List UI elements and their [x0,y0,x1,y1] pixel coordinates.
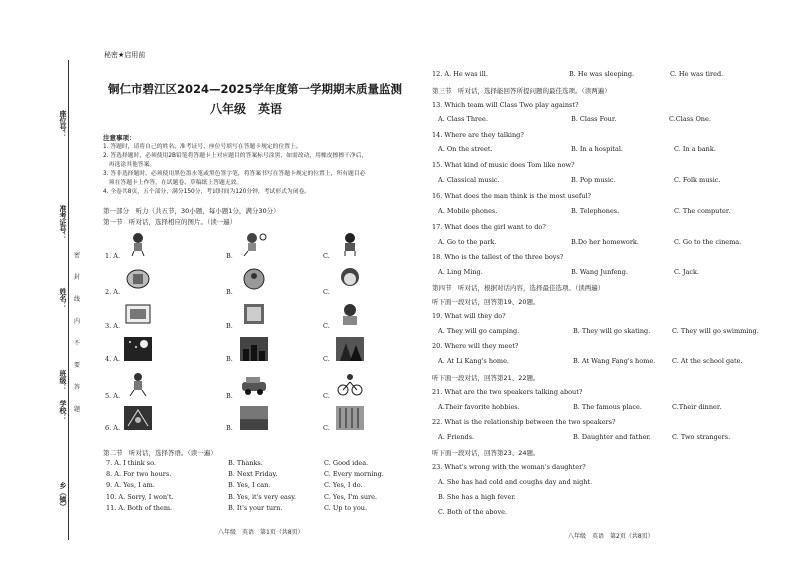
q7-option-b: B. Thanks. [228,459,263,467]
dialogue3-intro: 听下面一段对话，回答第23、24题。 [432,449,540,457]
q21-option-c: C.Their dinner. [672,403,722,411]
picture-3b [240,302,268,326]
q3-label: 3. A. [105,322,121,330]
q17-option-a: A. Go to the park. [438,238,497,246]
picture-1c [336,232,364,256]
picture-1a [124,232,152,256]
label-exam-number: 准考证号： [59,205,67,240]
notes-item: 1. 答题时，请将自己的姓名、准考证号、座位号填写在答题卡规定的位置上。 [103,144,302,150]
page1-footer: 八年级 英语 第1页（共8页） [218,529,304,536]
q21-question: 21. What are the two speakers talking about? [432,388,583,396]
seal-char: 要 [74,362,81,369]
q8-option-b: B. Next Friday. [228,470,278,478]
page2-footer: 八年级 英语 第2页（共8页） [568,533,654,540]
picture-1b [240,232,268,256]
q16-option-a: A. Mobile phones. [438,207,498,215]
q7-option-c: C. Good idea. [324,459,369,467]
q22-option-c: C. Two strangers. [672,433,731,441]
q4-option-c: C. [323,355,330,363]
sec4-heading: 第四节 听对话，根据对话内容，选择最佳选项。（读两遍） [432,284,605,292]
seal-char: 封 [74,274,81,281]
label-town: 乡（镇） [59,482,67,510]
dialogue1-intro: 听下面一段对话，回答第19、20题。 [432,298,540,306]
q23-option-a: A. She has had cold and coughs day and night. [438,478,593,486]
notes-item: 4. 全卷共8页，五个部分，满分150分，考试时间为120分钟，考试形式为闭卷。 [103,189,311,195]
q13-option-a: A. Class Three. [438,115,488,123]
secret-mark: 秘密★启用前 [104,51,146,59]
q15-option-b: B. Pop music. [571,176,616,184]
q19-option-a: A. They will go camping. [438,327,520,335]
exam-subtitle: 八年级 英语 [210,102,283,116]
q5-label: 5. A. [105,392,121,400]
q13-option-b: B. Class Four. [571,115,617,123]
q15-option-c: C. Folk music. [674,176,721,184]
q2-option-c: C. [323,288,330,296]
q20-question: 20. Where will they meet? [432,342,519,350]
notes-item: 再选涂其他答案。 [103,162,156,168]
q18-question: 18. Who is the tallest of the three boys? [432,253,564,261]
picture-4b [240,337,268,361]
q8-option-a: 8. A. For two hours. [106,470,172,478]
q17-option-b: B.Do her homework. [571,238,639,246]
picture-2a [124,267,152,291]
q3-option-b: B. [226,322,233,330]
exam-title: 铜仁市碧江区2024—2025学年度第一学期期末质量监测 [108,82,403,96]
picture-6c [336,406,364,430]
label-name: 姓名： [59,288,67,309]
q12-option-a: 12. A. He was ill. [432,70,488,78]
picture-5a [124,372,152,396]
q13-question: 13. Which team will Class Two play against? [432,101,579,109]
q1-option-b: B. [226,252,233,260]
q16-question: 16. What does the man think is the most useful? [432,192,592,200]
seal-char: 不 [74,340,81,347]
picture-4a [124,337,152,361]
q20-option-c: C. At the school gate. [672,357,743,365]
label-class: 班级： [59,370,67,391]
q14-option-c: C. In a bank. [674,145,716,153]
q10-option-a: 10. A. Sorry, I won't. [106,493,174,501]
part1-heading: 第一部分 听力（共五节，30小题，每小题1分，满分30分） [103,207,280,215]
q18-option-c: C. Jack. [674,268,700,276]
q20-option-a: A. At Li Kang's home. [438,357,509,365]
q6-option-b: B. [226,424,233,432]
q12-option-c: C. He was tired. [670,70,724,78]
q16-option-c: C. The computer. [674,207,731,215]
q5-option-c: C. [323,392,330,400]
q9-option-c: C. Yes, I do. [324,481,363,489]
notes-item: 须在答题卡上作答，在试题卷、草稿纸上答题无效。 [103,180,243,186]
dialogue2-intro: 听下面一段对话，回答第21、22题。 [432,374,540,382]
q21-option-b: B. The famous place. [573,403,642,411]
q19-option-c: C. They will go swimming. [672,327,759,335]
q22-option-a: A. Friends. [438,433,475,441]
sec2-heading: 第二节 听对话，选择答语。（读一遍） [103,449,217,457]
q20-option-b: B. At Wang Fang's home. [573,357,656,365]
picture-5b [240,372,268,396]
picture-2c [336,267,364,291]
q18-option-b: B. Wang Junfeng. [571,268,628,276]
q8-option-c: C. Every morning. [324,470,384,478]
q19-question: 19. What will they do? [432,312,506,320]
q10-option-c: C. Yes, I'm sure. [324,493,378,501]
q23-option-b: B. She has a high fever. [438,493,516,501]
q2-label: 2. A. [105,288,121,296]
q9-option-a: 9. A. Yes, I am. [106,481,155,489]
q14-option-b: B. In a hospital. [571,145,623,153]
picture-6a [124,406,152,430]
picture-5c [336,372,364,396]
picture-3a [124,302,152,326]
q1-label: 1. A. [105,252,121,260]
q11-option-a: 11. A. Both of them. [106,504,173,512]
seal-char: 密 [74,252,81,259]
q2-option-b: B. [226,288,233,296]
seal-char: 线 [74,296,81,303]
seal-char: 题 [74,406,81,413]
q3-option-c: C. [323,322,330,330]
q19-option-b: B. They will go skating. [573,327,651,335]
picture-3c [336,302,364,326]
sec1-heading: 第一节 听对话，选择相应的图片。（读一遍） [103,218,237,226]
picture-4c [336,337,364,361]
binding-line [68,60,69,540]
q13-option-c: C.Class One. [669,115,711,123]
q6-option-c: C. [323,424,330,432]
q23-option-c: C. Both of the above. [438,508,508,516]
q21-option-a: A.Their favorite hobbies. [438,403,520,411]
notes-block [103,134,367,197]
q22-question: 22. What is the relationship between the two speakers? [432,418,616,426]
q23-question: 23. What's wrong with the woman's daughter? [432,463,586,471]
q18-option-a: A. Ling Ming. [438,268,483,276]
sec3-heading: 第三节 听对话，选择能回答所提问题的最佳选项。（读两遍） [432,87,611,95]
picture-2b [240,267,268,291]
q14-question: 14. Where are they talking? [432,131,524,139]
q17-option-c: C. Go to the cinema. [674,238,742,246]
q4-label: 4. A. [105,355,121,363]
picture-6b [240,406,268,430]
q5-option-b: B. [226,392,233,400]
notes-heading: 注意事项： [103,134,136,142]
q6-label: 6. A. [105,424,121,432]
q10-option-b: B. Yes, it's very easy. [228,493,297,501]
seal-char: 内 [74,318,81,325]
q9-option-b: B. Yes, I can. [228,481,271,489]
q16-option-b: B. Telephones. [571,207,620,215]
q11-option-b: B. It's your turn. [228,504,283,512]
q7-option-a: 7. A. I think so. [106,459,156,467]
q17-question: 17. What does the girl want to do? [432,223,546,231]
label-seat-number: 座位号： [59,110,67,138]
seal-char: 答 [74,384,81,391]
q1-option-c: C. [323,252,330,260]
q15-option-a: A. Classical music. [438,176,500,184]
notes-item: 3. 答非选择题时，必须使用黑色墨水笔或黑色签字笔，将答案书写在答题卡规定的位置上，所有题目必 [103,171,366,177]
q15-question: 15. What kind of music does Tom like now? [432,161,575,169]
label-school: 学校： [59,400,67,421]
q12-option-b: B. He was sleeping. [569,70,635,78]
notes-item: 2. 答选择题时，必须使用2B铅笔将答题卡上对应题目的答案标号涂黑，如需改动，用橡皮擦擦干净后， [103,153,368,159]
q4-option-b: B. [226,355,233,363]
q11-option-c: C. Up to you. [324,504,368,512]
q22-option-b: B. Daughter and father. [573,433,651,441]
q14-option-a: A. On the street. [438,145,493,153]
